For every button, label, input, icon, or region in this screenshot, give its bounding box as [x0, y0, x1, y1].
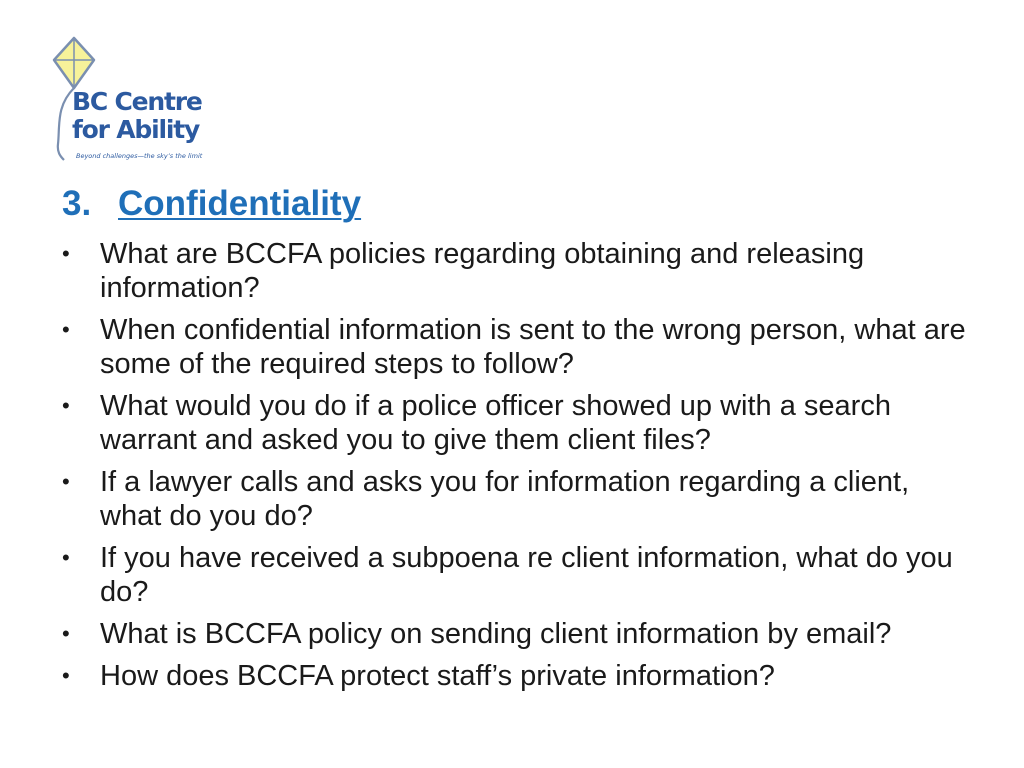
list-item-text: If you have received a subpoena re client information, what do you do?: [100, 542, 953, 608]
bullet-dot-icon: •: [62, 545, 70, 570]
list-item: [62, 313, 972, 381]
section-title: Confidentiality: [118, 184, 362, 223]
list-item-text: If a lawyer calls and asks you for information regarding a client, what do you do?: [100, 466, 910, 532]
list-item-text: What is BCCFA policy on sending client information by email?: [100, 618, 892, 650]
list-item: [62, 465, 972, 533]
bullet-dot-icon: •: [62, 469, 70, 494]
question-list: [62, 237, 972, 701]
list-item: [62, 617, 972, 651]
list-item: [62, 541, 972, 609]
logo-tagline: Beyond challenges—the sky’s the limit: [76, 152, 203, 160]
list-item-text: When confidential information is sent to the wrong person, what are some of the required steps to follow?: [100, 314, 966, 380]
section-number: 3.: [62, 184, 92, 223]
bullet-dot-icon: •: [62, 317, 70, 342]
list-item: [62, 389, 972, 457]
list-item-text: How does BCCFA protect staff’s private information?: [100, 660, 775, 692]
list-item-text: What would you do if a police officer showed up with a search warrant and asked you to give them client files?: [100, 390, 891, 456]
list-item-text: What are BCCFA policies regarding obtaining and releasing information?: [100, 238, 865, 304]
bullet-dot-icon: •: [62, 663, 70, 688]
section-heading: [62, 186, 361, 221]
list-item: [62, 237, 972, 305]
logo-text-line1: BC Centre: [72, 87, 202, 116]
bc-centre-for-ability-logo: [48, 36, 218, 166]
bullet-dot-icon: •: [62, 241, 70, 266]
logo-text-line2: for Ability: [72, 115, 200, 144]
bullet-dot-icon: •: [62, 621, 70, 646]
bullet-dot-icon: •: [62, 393, 70, 418]
list-item: [62, 659, 972, 693]
